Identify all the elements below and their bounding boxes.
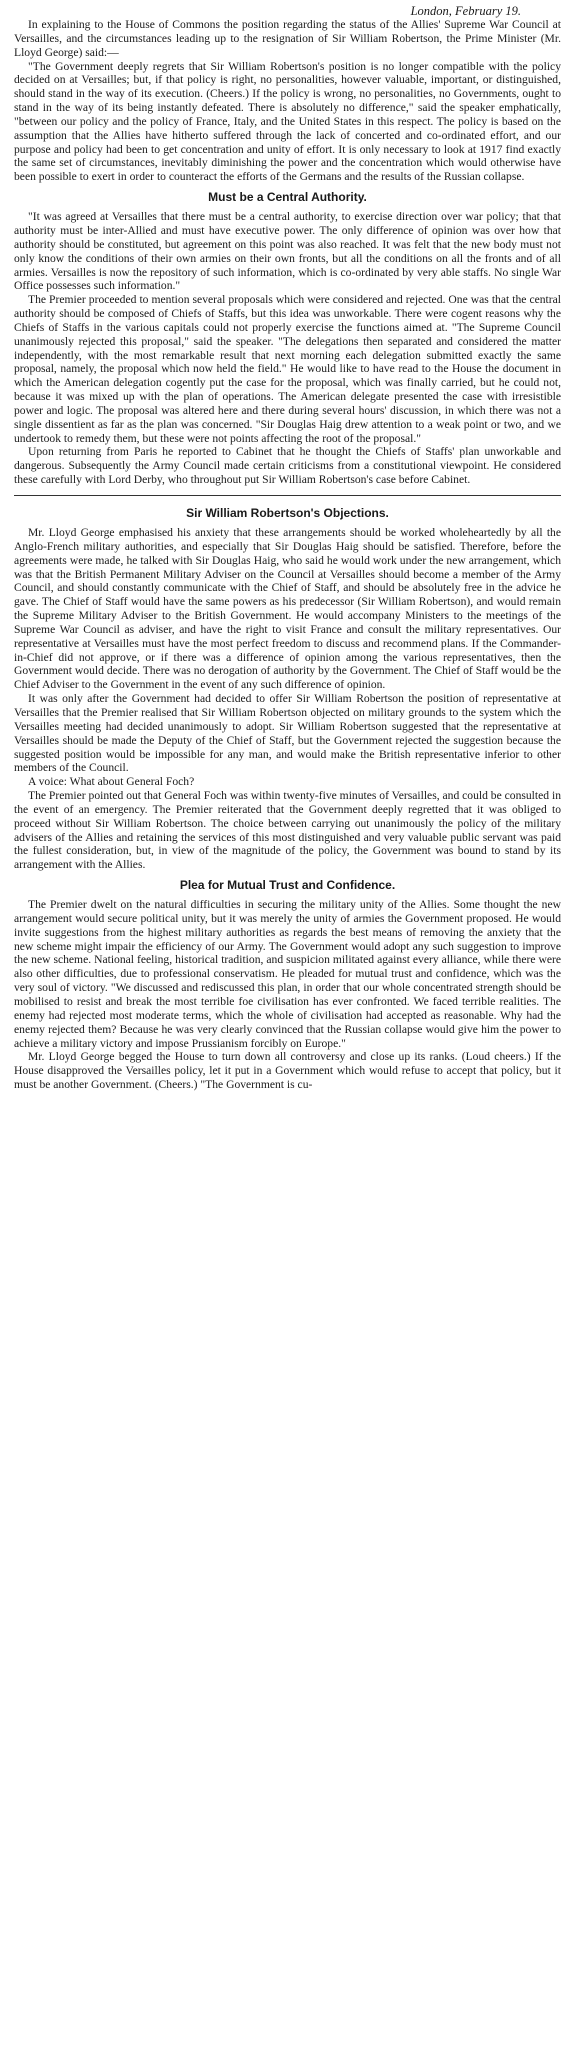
paragraph: The Premier dwelt on the natural difficulties in securing the military unity of the Allies. Some thought the new arrangement would secure political unity, but it was merely the unity of armies the Government proposed. He would invite suggestions from the highest military authorities as regards the best means of removing the anxiety that the new scheme might impair the efficiency of our Army. The Government would adopt any such suggestion to improve the new scheme. National feeling, historical tradition, and suspicion militated against every alliance, while there were also other difficulties, due to professional conservatism. He pleaded for mutual trust and confidence, which was the very soul of victory. "We discussed and rediscussed this plan, in order that our whole concentrated strength should be mobilised to resist and break the most terrible foe civilisation has ever confronted. We faced terrible realities. The enemy had rejected most moderate terms, which the whole of civilisation had accepted as reasonable. Why had the enemy rejected them? Because he was very clearly convinced that the Russian collapse would give him the power to achieve a military victory and impose Prussianism forcibly on Europe." xyxy=(14,898,561,1050)
dateline: London, February 19. xyxy=(410,4,521,18)
paragraph: Mr. Lloyd George begged the House to turn down all controversy and close up its ranks. (Loud cheers.) If the House disapproved the Versailles policy, let it put in a Government which would refuse to accept that policy, but it must be another Government. (Cheers.) "The Government is cu- xyxy=(14,1050,561,1092)
paragraph: Upon returning from Paris he reported to Cabinet that he thought the Chiefs of Staffs' plan unworkable and dangerous. Subsequently the Army Council made certain criticisms from a constitutional viewpoint. He considered these carefully with Lord Derby, who throughout put Sir William Robertson's case before Cabinet. xyxy=(14,445,561,487)
paragraph: Mr. Lloyd George emphasised his anxiety that these arrangements should be worked wholeheartedly by all the Anglo-French military authorities, and especially that Sir Douglas Haig should be satisfied. Therefore, before the agreements were made, he talked with Sir Douglas Haig, who said he would work under the new arrangement, which was that the British Permanent Military Adviser on the Council at Versailles should become a member of the Army Council, and should constantly communicate with the Chief of Staff, and should be absolutely free in the advice he gave. The Chief of Staff would have the same powers as his predecessor (Sir William Robertson), and would remain the Supreme Military Adviser to the British Government. He would accompany Ministers to the meetings of the Supreme War Council as adviser, and have the right to visit France and consult the military representatives. Our representative at Versailles must have the most perfect freedom to discuss and recommend plans. If the Commander-in-Chief did not approve, or if there was a difference of opinion among the various representatives, then the Government would decide. There was no derogation of authority by the Government. The Chief of Staff would be the Chief Adviser to the Government in the event of any such difference of opinion. xyxy=(14,526,561,692)
section-mutual-trust xyxy=(14,878,561,1092)
section-robertson-objections xyxy=(14,506,561,872)
section-central-authority xyxy=(14,190,561,487)
section-divider xyxy=(14,495,561,496)
paragraph: "The Government deeply regrets that Sir William Robertson's position is no longer compatible with the policy decided on at Versailles; but, if that policy is right, no personalities, however valuable, important, or distinguished, should stand in the way of its execution. (Cheers.) If the policy is wrong, no personalities, no Governments, ought to stand in the way of its being instantly defeated. There is absolutely no difference," said the speaker emphatically, "between our policy and the policy of France, Italy, and the United States in this respect. The policy is based on the assumption that the Allies have hitherto suffered through the lack of concerted and co-ordinated effort, and our purpose and policy had been to get concentration and unity of effort. It is only necessary to look at 1917 find exactly the same set of circumstances, inevitably diminishing the power and the concentration which would otherwise have been possible to exert in order to counteract the efforts of the Germans and the results of the Russian collapse. xyxy=(14,59,561,184)
paragraph: A voice: What about General Foch? xyxy=(28,775,195,789)
paragraph: The Premier proceeded to mention several proposals which were considered and rejected. One was that the central authority should be composed of Chiefs of Staffs, but this idea was unworkable. There were cogent reasons why the Chiefs of Staffs in the various capitals could not properly exercise the functions aimed at. "The Supreme Council unanimously rejected this proposal," said the speaker. "The delegations then separated and considered the matter independently, with the most remarkable result that next morning each delegation submitted exactly the same proposal, namely, the proposal which now held the field." He would like to have read to the House the document in which the American delegation cogently put the case for the proposal, which was finally carried, but he could not, because it was mixed up with the plan of operations. The American delegate presented the case with irresistible power and logic. The proposal was altered here and there during several hours' discussion, in which there was not a single dissentient as far as the plan was concerned. "Sir Douglas Haig drew attention to a weak point or two, and we undertook to remedy them, but these were not points affecting the root of the proposal." xyxy=(14,293,561,445)
section-heading: Must be a Central Authority. xyxy=(208,190,367,205)
paragraph: It was only after the Government had decided to offer Sir William Robertson the position of representative at Versailles that the Premier realised that Sir William Robertson objected on military grounds to the system which the Versailles meeting had decided unanimously to adopt. Sir William Robertson suggested that the representative at Versailles should be made the Deputy of the Chief of Staff, but the Government rejected the suggestion because the suggested position would be impossible for any man, and would make the British representative inferior to other members of the Council. xyxy=(14,692,561,775)
paragraph: In explaining to the House of Commons the position regarding the status of the Allies' Supreme War Council at Versailles, and the circumstances leading up to the resignation of Sir William Robertson, the Prime Minister (Mr. Lloyd George) said:— xyxy=(14,18,561,59)
paragraph: "It was agreed at Versailles that there must be a central authority, to exercise direction over war policy; that that authority must be inter-Allied and must have executive power. The only difference of opinion was over how that authority should be constituted, but agreement on this point was also reached. It was felt that the new body must not only know the conditions of their own armies on their own fronts, but all the conditions on all the fronts and of all armies. Versailles is now the repository of such information, which is co-ordinated by very able staffs. No single War Office possesses such information." xyxy=(14,210,561,293)
section-heading: Plea for Mutual Trust and Confidence. xyxy=(179,878,396,893)
section-intro xyxy=(14,18,561,184)
paragraph: The Premier pointed out that General Foch was within twenty-five minutes of Versailles, and could be consulted in the event of an emergency. The Premier reiterated that the Government deeply regretted that it was obliged to proceed without Sir William Robertson. The choice between carrying out unanimously the policy of the military advisers of the Allies and retaining the services of this most distinguished and very valuable public servant was paid the fullest consideration, but, in view of the magnitude of the policy, the Government was bound to stand by its arrangement with the Allies. xyxy=(14,789,561,872)
section-heading: Sir William Robertson's Objections. xyxy=(186,506,389,520)
